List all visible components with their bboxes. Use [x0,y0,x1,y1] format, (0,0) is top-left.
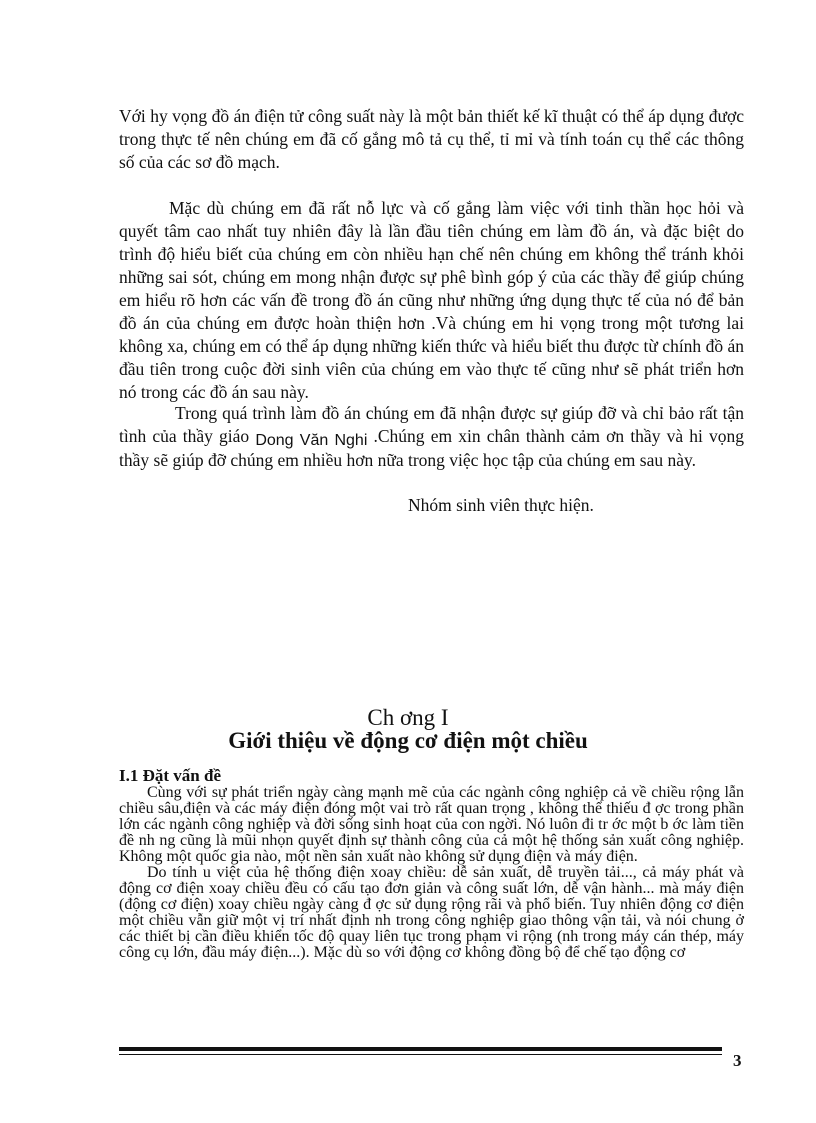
section-paragraph-1: Cùng với sự phát triển ngày càng mạnh mẽ của các ngành công nghiệp cả về chiều rộng lẫn chiều sâu,điện và các máy điện đóng một vai trò rất quan trọng , không thể thiếu đ ợc trong phần lớn các ngành công nghiệp và đời sống sinh hoạt của con ngời. Nó luôn đi tr ớc một b ớc làm tiền đề nh ng cũng là mũi nhọn quyết định sự thành công của cả một hệ thống sản xuất công nghiệp. Không một quốc gia nào, một nền sản xuất nào không sử dụng điện và máy điện. [119,784,744,865]
section-heading: I.1 Đặt vấn đề [119,766,222,785]
footer-rule-thick [119,1047,722,1051]
footer-rule-thin [119,1054,722,1055]
section-body [119,785,744,961]
page-number: 3 [733,1051,742,1070]
preface-paragraph-1: Với hy vọng đồ án điện tử công suất này là một bản thiết kế kĩ thuật có thể áp dụng được trong thực tế nên chúng em đã cố gắng mô tả cụ thể, tỉ mỉ và tính toán cụ thể các thông số của các sơ đồ mạch. [119,106,744,172]
preface-paragraph-3-end: .Chúng em xin chân thành cảm ơn thầy và hi vọng thầy sẽ giúp đỡ chúng em nhiều hơn nữa trong việc học tập của chúng em sau này. [119,426,744,470]
preface-paragraph-3-start: Trong quá trình làm đồ án chúng em đã nhận được sự giúp đỡ và chỉ bảo rất tận tình của thầy giáo [119,403,744,446]
chapter-number: Ch ơng I [367,705,449,730]
preface-paragraph-2: Mặc dù chúng em đã rất nỗ lực và cố gắng làm việc với tinh thần học hỏi và quyết tâm cao nhất tuy nhiên đây là lần đầu tiên chúng em làm đồ án, và đặc biệt do trình độ hiểu biết của chúng em còn nhiều hạn chế nên chúng em không thể tránh khỏi những sai sót, chúng em mong nhận được sự phê bình góp ý của các thầy để giúp chúng em hiểu rõ hơn các vấn đề trong đồ án cũng như những ứng dụng thực tế của nó để bản đồ án của chúng em được hoàn thiện hơn .Và chúng em hi vọng trong một tương lai không xa, chúng em có thể áp dụng những kiến thức và hiểu biết thu được từ chính đồ án đầu tiên trong cuộc đời sinh viên của chúng em vào thực tế cũng như sẽ phát triển hơn nó trong các đồ án sau này. [119,198,744,402]
section-paragraph-2: Do tính u việt của hệ thống điện xoay chiều: dễ sản xuất, dễ truyền tải..., cả máy phát và động cơ điện xoay chiều đều có cấu tạo đơn giản và công suất lớn, dễ vận hành... mà máy điện (động cơ điện) xoay chiều ngày càng đ ợc sử dụng rộng rãi và phổ biến. Tuy nhiên động cơ điện một chiều vẫn giữ một vị trí nhất định nh trong công nghiệp giao thông vận tải, và nói chung ở các thiết bị cần điều khiển tốc độ quay liên tục trong phạm vi rộng (nh trong máy cán thép, máy công cụ lớn, đầu máy điện...). Mặc dù so với động cơ không đồng bộ để chế tạo động cơ [119,864,744,961]
teacher-name: Dong Văn Nghi [255,432,368,449]
signature-line: Nhóm sinh viên thực hiện. [408,495,594,515]
chapter-title: Giới thiệu về động cơ điện một chiều [228,728,588,753]
preface-paragraph-3 [119,402,744,472]
